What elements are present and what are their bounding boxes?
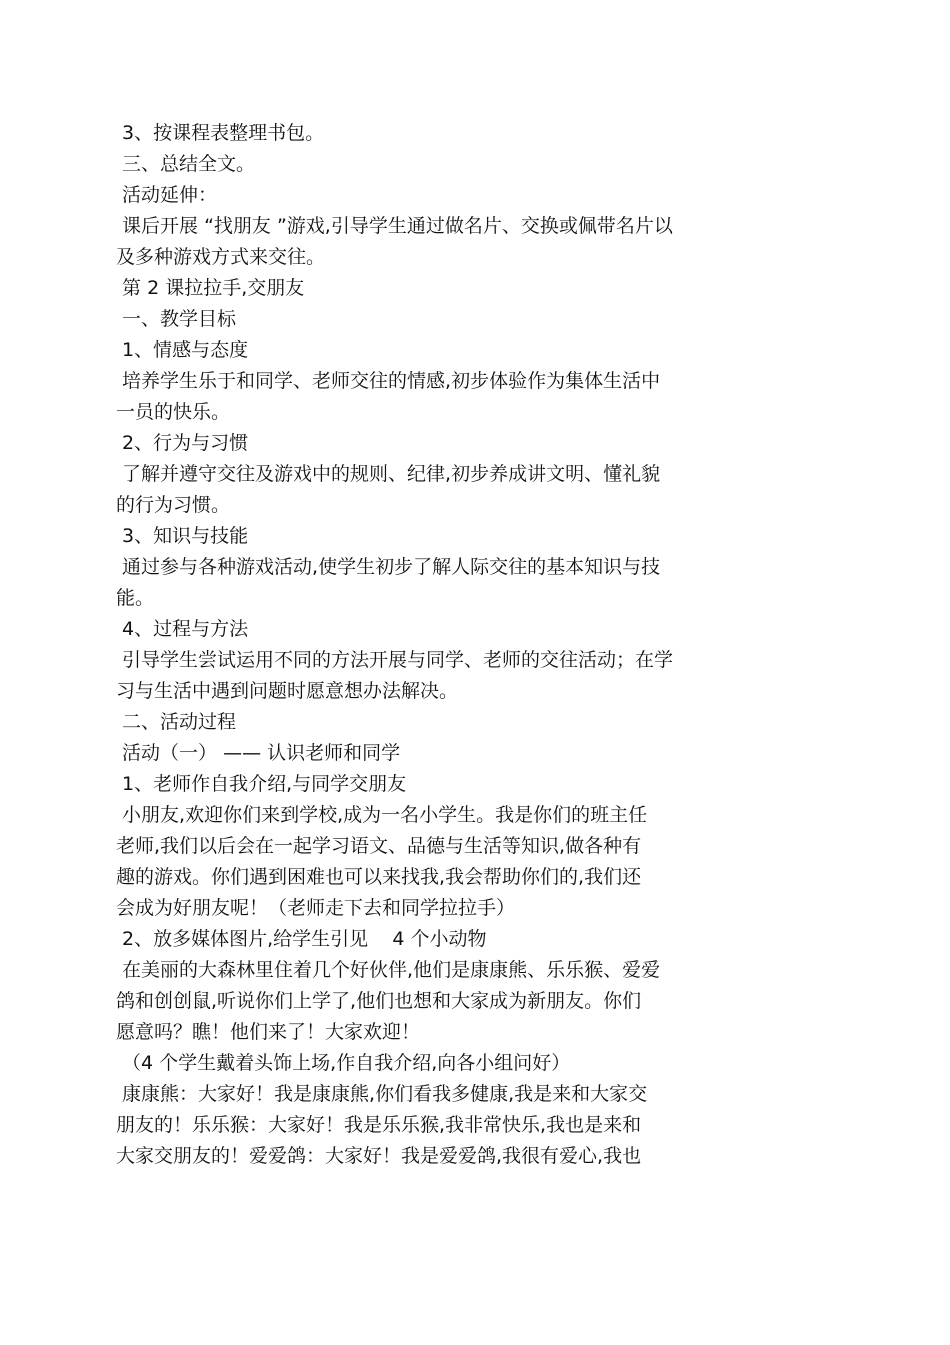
text-line: 三、总结全文。 — [116, 153, 256, 175]
text-line: 二、活动过程 — [116, 711, 237, 733]
text-line: 1、老师作自我介绍,与同学交朋友 — [116, 773, 407, 795]
text-line: 4、过程与方法 — [116, 618, 249, 640]
text-line: 一、教学目标 — [116, 308, 237, 330]
text-line: 小朋友,欢迎你们来到学校,成为一名小学生。我是你们的班主任 — [116, 804, 648, 826]
text-line: 在美丽的大森林里住着几个好伙伴,他们是康康熊、乐乐猴、爱爱 — [116, 959, 661, 981]
text-line: 趣的游戏。你们遇到困难也可以来找我,我会帮助你们的,我们还 — [116, 866, 642, 888]
text-line: （4 个学生戴着头饰上场,作自我介绍,向各小组问好） — [116, 1052, 571, 1074]
text-line: 1、情感与态度 — [116, 339, 249, 361]
text-line: 会成为好朋友呢！（老师走下去和同学拉拉手） — [116, 897, 516, 919]
text-line: 及多种游戏方式来交往。 — [116, 246, 326, 268]
text-line: 2、行为与习惯 — [116, 432, 249, 454]
text-line: 鸽和创创鼠,听说你们上学了,他们也想和大家成为新朋友。你们 — [116, 990, 642, 1012]
text-line: 3、按课程表整理书包。 — [116, 122, 325, 144]
text-line: 课后开展 “找朋友 ”游戏,引导学生通过做名片、交换或佩带名片以 — [116, 215, 673, 237]
text-line: 活动延伸： — [116, 184, 218, 206]
text-line: 通过参与各种游戏活动,使学生初步了解人际交往的基本知识与技 — [116, 556, 661, 578]
text-line: 习与生活中遇到问题时愿意想办法解决。 — [116, 680, 459, 702]
text-line: 朋友的！乐乐猴：大家好！我是乐乐猴,我非常快乐,我也是来和 — [116, 1114, 642, 1136]
text-line: 的行为习惯。 — [116, 494, 231, 516]
text-line: 了解并遵守交往及游戏中的规则、纪律,初步养成讲文明、懂礼貌 — [116, 463, 661, 485]
text-line: 第 2 课拉拉手,交朋友 — [116, 277, 305, 299]
text-line: 老师,我们以后会在一起学习语文、品德与生活等知识,做各种有 — [116, 835, 642, 857]
text-line: 培养学生乐于和同学、老师交往的情感,初步体验作为集体生活中 — [116, 370, 661, 392]
text-line: 一员的快乐。 — [116, 401, 231, 423]
text-line: 能。 — [116, 587, 155, 609]
text-line: 活动（一） —— 认识老师和同学 — [116, 742, 401, 764]
text-line: 愿意吗？瞧！他们来了！大家欢迎！ — [116, 1021, 421, 1043]
text-line: 2、放多媒体图片,给学生引见 4 个小动物 — [116, 928, 487, 950]
text-line: 大家交朋友的！爱爱鸽：大家好！我是爱爱鸽,我很有爱心,我也 — [116, 1145, 642, 1167]
text-line: 3、知识与技能 — [116, 525, 249, 547]
text-line: 引导学生尝试运用不同的方法开展与同学、老师的交往活动；在学 — [116, 649, 674, 671]
text-line: 康康熊：大家好！我是康康熊,你们看我多健康,我是来和大家交 — [116, 1083, 648, 1105]
document-body — [116, 118, 766, 1172]
